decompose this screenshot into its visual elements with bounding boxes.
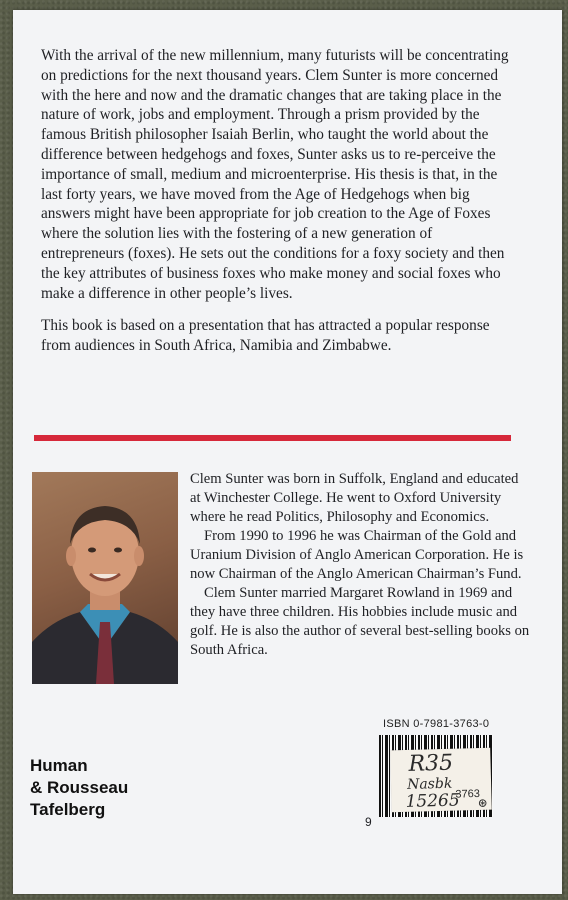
sticker-mark-icon: ⊛ xyxy=(477,795,488,811)
author-photo xyxy=(32,472,178,684)
author-bio xyxy=(190,470,530,660)
bio-paragraph-3: Clem Sunter married Margaret Rowland in 1969 and they have three children. His hobbies include music and golf. He is also the author of several best-selling books on South Africa. xyxy=(190,585,530,658)
barcode-block xyxy=(365,735,501,845)
barcode-lead-digit: 9 xyxy=(365,815,372,829)
bio-paragraph-2: From 1990 to 1996 he was Chairman of the Gold and Uranium Division of Anglo American Corporation. He is now Chairman of the Anglo American Chairman’s Fund. xyxy=(190,528,524,582)
price-sticker xyxy=(390,748,492,813)
sticker-shop: Nasbk xyxy=(406,775,453,793)
book-back-cover xyxy=(13,10,562,894)
isbn-text: ISBN 0-7981-3763-0 xyxy=(383,718,490,730)
publisher-line-3: Tafelberg xyxy=(30,800,106,819)
barcode-tail-digits: 3763 xyxy=(455,787,481,801)
sticker-code: 15265 xyxy=(405,790,460,812)
bio-paragraph-1: Clem Sunter was born in Suffolk, England and educated at Winchester College. He went to Oxford University where he read Politics, Philosophy and Economics. xyxy=(190,471,519,525)
accent-divider xyxy=(34,435,511,441)
blurb xyxy=(41,46,519,369)
publisher-line-1: Human xyxy=(30,756,88,775)
blurb-paragraph-2: This book is based on a presentation that has attracted a popular response from audiences in South Africa, Namibia and Zimbabwe. xyxy=(41,317,490,355)
publisher-logo xyxy=(30,755,128,821)
blurb-paragraph-1: With the arrival of the new millennium, many futurists will be concentrating on predictions for the next thousand years. Clem Sunter is more concerned with the here and now and the dramatic changes that are taking place in the nature of work, jobs and employment. Through a prism provided by the famous British philosopher Isaiah Berlin, who taught the world about the difference between hedgehogs and foxes, Sunter asks us to re-perceive the importance of small, medium and microenterprise. His thesis is that, in the last forty years, we have moved from the Age of Hedgehogs when big answers might have been appropriate for job creation to the Age of Foxes where the solution lies with the fostering of a new generation of entrepreneurs (foxes). He sets out the conditions for a foxy society and then the key attributes of business foxes who make money and social foxes who make a difference in other people’s lives. xyxy=(41,47,509,302)
publisher-line-2: & Rousseau xyxy=(30,778,129,797)
sticker-price: R35 xyxy=(408,750,454,777)
